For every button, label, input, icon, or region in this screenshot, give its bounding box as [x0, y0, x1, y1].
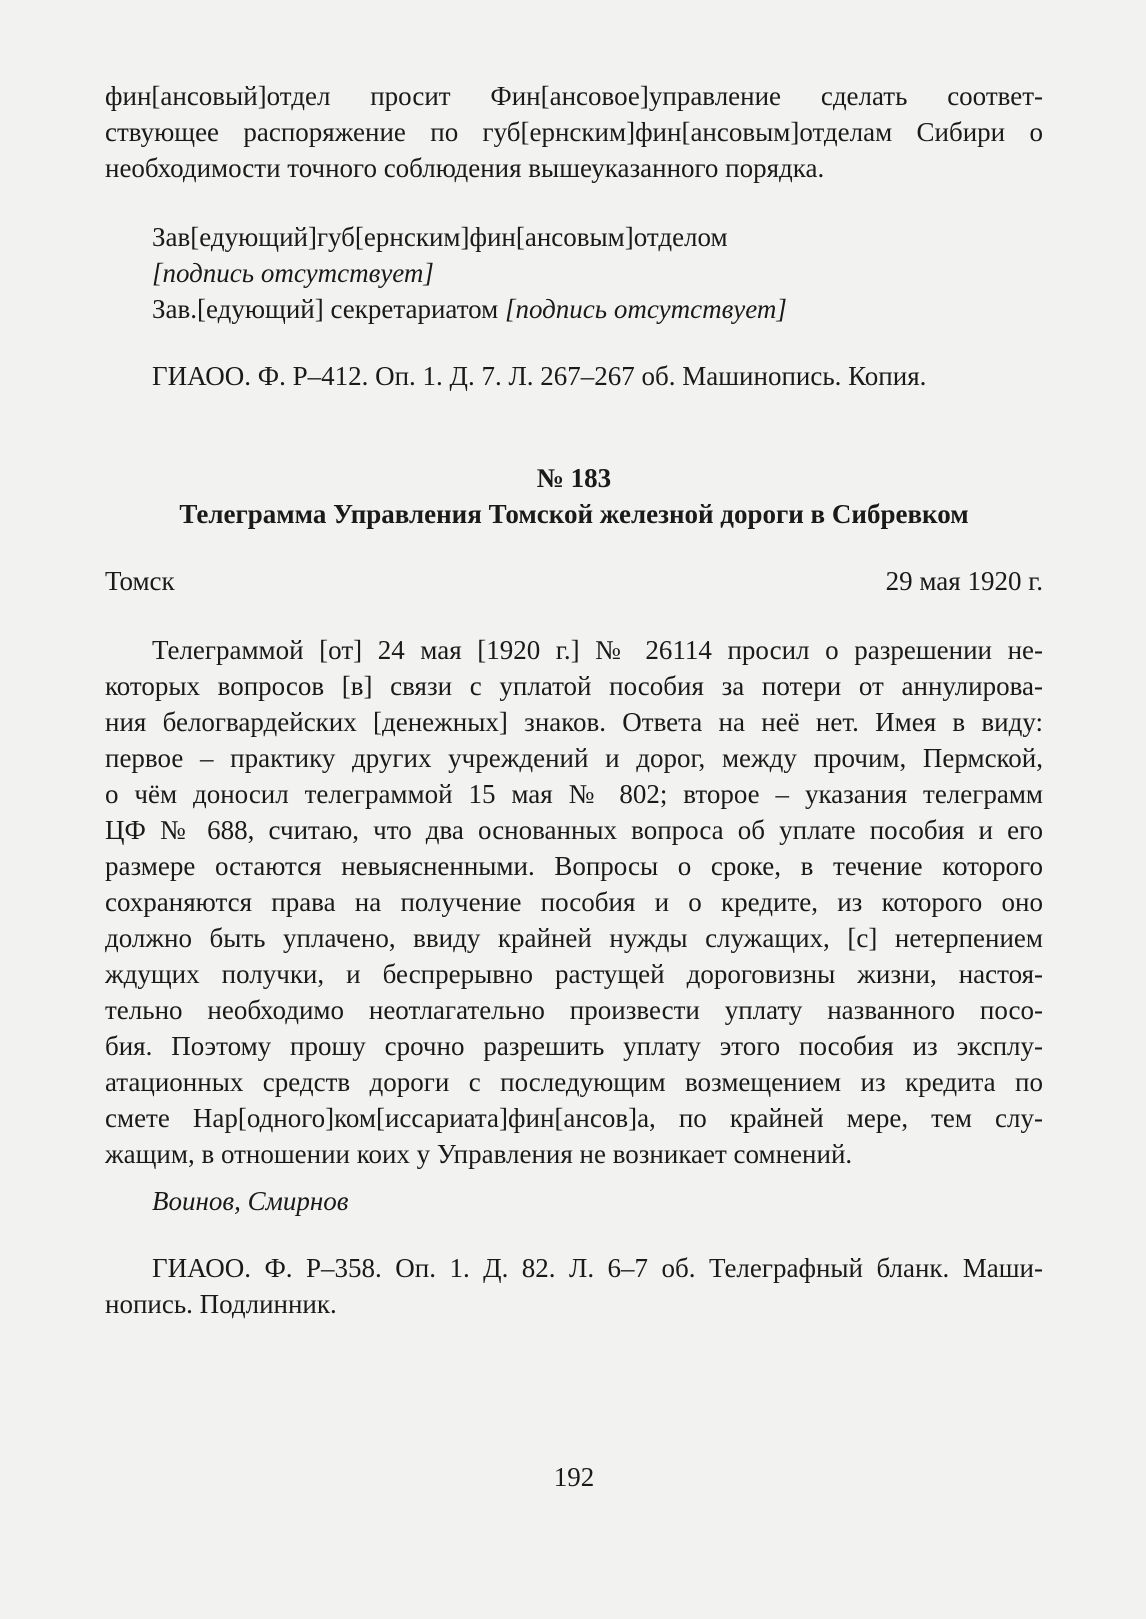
archive-source-2: [105, 1250, 1043, 1322]
place: Томск: [105, 566, 175, 596]
signature-note-2: [подпись отсутствует]: [504, 294, 787, 324]
body-line: атационных средств дороги с последующим возмещением из кредита по: [105, 1067, 1043, 1097]
page-number: 192: [553, 1462, 595, 1492]
archive-source: ГИАОО. Ф. Р–412. Оп. 1. Д. 7. Л. 267–267 об. Машинопись. Копия.: [152, 361, 927, 391]
body-line: бия. Поэтому прошу срочно разрешить уплату этого пособия из эксплу-: [105, 1031, 1043, 1061]
signature-title-2: Зав.[едующий] секретариатом: [152, 294, 499, 324]
intro-paragraph: [105, 78, 1043, 186]
document-title: Телеграмма Управления Томской железной дороги в Сибревком: [179, 499, 969, 529]
signature-title: Зав[едующий]губ[ернским]фин[ансовым]отделом: [152, 222, 728, 252]
place-date-row: [105, 563, 1043, 599]
body-line: о чём доносил телеграммой 15 мая № 802; второе – указания телеграмм: [105, 779, 1043, 809]
body-line: первое – практику других учреждений и дорог, между прочим, Пермской,: [105, 743, 1043, 773]
source-line: нопись. Подлинник.: [105, 1289, 337, 1319]
source-line: ГИАОО. Ф. Р–358. Оп. 1. Д. 82. Л. 6–7 об. Телеграфный бланк. Маши-: [152, 1253, 1043, 1283]
body-line: ЦФ № 688, считаю, что два основанных вопроса об уплате пособия и его: [105, 815, 1043, 845]
body-line: ждущих получки, и беспрерывно растущей дороговизны жизни, настоя-: [105, 959, 1043, 989]
date: 29 мая 1920 г.: [885, 566, 1043, 596]
body-line: которых вопросов [в] связи с уплатой пособия за потери от аннулирова-: [105, 671, 1043, 701]
body-line: ния белогвардейских [денежных] знаков. Ответа на неё нет. Имея в виду:: [105, 707, 1043, 737]
body-line: жащим, в отношении коих у Управления не возникает сомнений.: [105, 1139, 853, 1169]
body-line: смете Нар[одного]ком[иссариата]фин[ансов]а, по крайней мере, тем слу-: [105, 1103, 1043, 1133]
body-line: размере остаются невыясненными. Вопросы о сроке, в течение которого: [105, 851, 1043, 881]
intro-line: необходимости точного соблюдения вышеуказанного порядка.: [105, 153, 825, 183]
intro-line: ствующее распоряжение по губ[ернским]фин[ансовым]отделам Сибири о: [105, 117, 1043, 147]
intro-line: фин[ансовый]отдел просит Фин[ансовое]управление сделать соответ-: [105, 81, 1043, 111]
signatories: Воинов, Смирнов: [152, 1186, 349, 1216]
body-line: должно быть уплачено, ввиду крайней нужды служащих, [с] нетерпением: [105, 923, 1043, 953]
signature-block: [105, 219, 1043, 327]
document-number: № 183: [536, 463, 612, 493]
signature-note: [подпись отсутствует]: [152, 258, 434, 288]
body-line: Телеграммой [от] 24 мая [1920 г.] № 26114 просил о разрешении не-: [152, 635, 1043, 665]
telegram-body: [105, 632, 1043, 1172]
body-line: тельно необходимо неотлагательно произвести уплату названного посо-: [105, 995, 1043, 1025]
body-line: сохраняются права на получение пособия и о кредите, из которого оно: [105, 887, 1043, 917]
